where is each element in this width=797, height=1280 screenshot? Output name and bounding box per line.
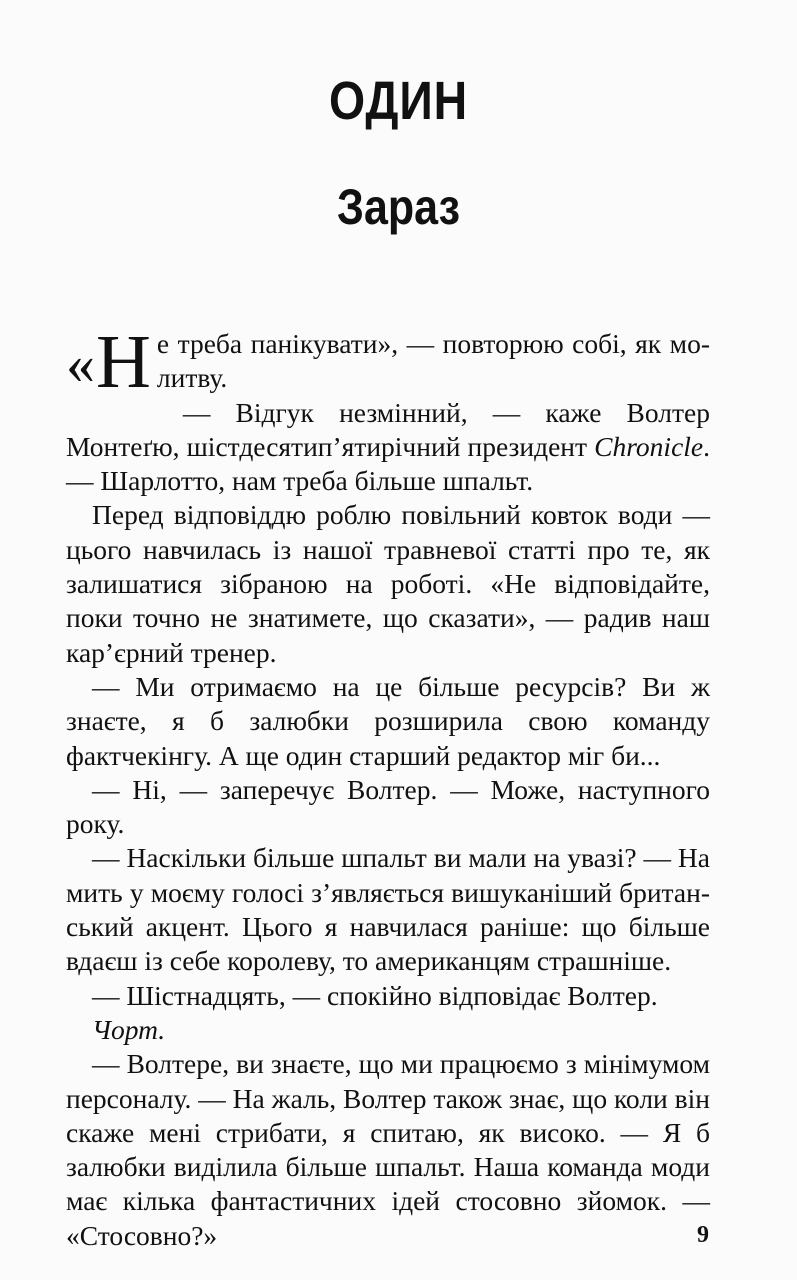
paragraph-8-italic: Чорт. [92,1013,166,1045]
paragraph-8 [66,1013,710,1047]
paragraph-5: — Ні, — заперечує Волтер. — Може, наступного року. [66,773,710,840]
drop-cap-quote: « [66,331,95,396]
drop-cap-letter: Н [96,320,151,404]
paragraph-7: — Шістнадцять, — спокійно відповідає Волтер. [92,979,658,1011]
page-number: 9 [697,1222,709,1248]
body-text [66,320,710,1253]
paragraph-2-text-after: . — Шарлотто, нам треба більше шпальт. [66,430,710,497]
paragraph-1-text: е треба панікувати», — повторюю собі, як молитву. [156,328,710,394]
paragraph-2-text-before: — Відгук незмінний, — каже Волтер Монтеґю, шістдесятип’ятирічний президент [66,396,710,462]
paragraph-2 [66,396,710,499]
drop-cap [66,320,151,404]
paragraph-4: — Ми отримаємо на це більше ресурсів? Ви ж знаєте, я б залюбки розширила свою команду фактчекінгу. А ще один старший редактор міг би... [66,670,710,771]
chapter-number: ОДИН [329,71,468,131]
paragraph-9: — Волтере, ви знаєте, що ми працюємо з мінімумом персоналу. — На жаль, Волтер також знає, що коли він скаже мені стрибати, я спитаю, як високо. — Я б залюбки виділила більше шпальт. Наша команда моди має кілька фантастичних ідей стосовно зйомок. — «Стосовно?» [66,1048,710,1251]
chapter-subtitle: Зараз [337,179,460,235]
publication-name: Chronicle [594,430,704,462]
paragraph-3: Перед відповіддю роблю повільний ковток води — цього навчилась із нашої травневої статті про те, як залишатися зібраною на роботі. «Не відповідайте, поки точно не знатимете, що сказати», — радив наш кар’єрний тренер. [66,499,710,668]
paragraph-6: — Наскільки більше шпальт ви мали на увазі? — На мить у моєму голосі з’являється вишуканіший британський акцент. Цього я навчилася раніше: що більше вдаєш із себе королеву, то американцям страшніше. [66,842,710,977]
paragraph-1 [66,320,710,404]
